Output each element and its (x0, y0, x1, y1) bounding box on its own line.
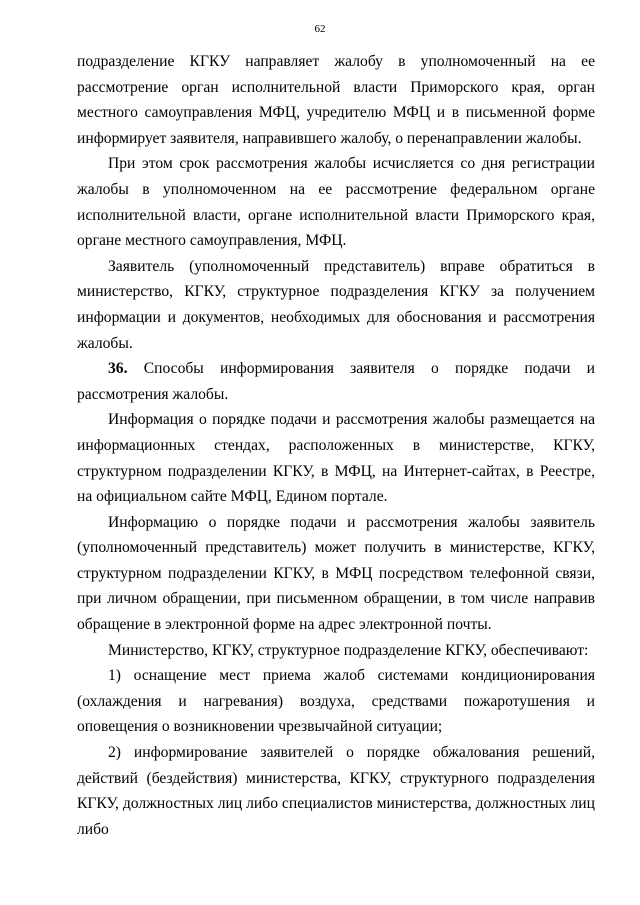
section-heading-36 (77, 356, 595, 407)
paragraph-ministry-provides (77, 638, 595, 664)
section-number: 36. (108, 360, 128, 378)
list-item-2 (77, 740, 595, 842)
paragraph-info-channels (77, 510, 595, 638)
list-item-1 (77, 663, 595, 740)
document-body (77, 49, 595, 842)
paragraph-text: Информацию о порядке подачи и рассмотрения жалобы заявитель (уполномоченный представитель) может получить в министерстве, КГКУ, структурном подразделении КГКУ, в МФЦ посредством телефонной связи, при личном обращении, при письменном обращении, в том числе направив обращение в электронной форме на адрес электронной почты. (77, 513, 595, 634)
paragraph-complaint-redirect (77, 49, 595, 151)
page-number: 62 (314, 23, 326, 35)
paragraph-info-placement (77, 407, 595, 509)
paragraph-text: Министерство, КГКУ, структурное подразделение КГКУ, обеспечивают: (108, 641, 589, 659)
section-heading-text: Способы информирования заявителя о порядке подачи и рассмотрения жалобы. (77, 360, 595, 403)
paragraph-text: 2) информирование заявителей о порядке обжалования решений, действий (бездействия) министерства, КГКУ, структурного подразделения КГКУ, должностных лиц либо специалистов министерства, должностных лиц либо (77, 744, 595, 838)
paragraph-text: подразделение КГКУ направляет жалобу в уполномоченный на ее рассмотрение орган исполнительной власти Приморского края, орган местного самоуправления МФЦ, учредителю МФЦ и в письменной форме информирует заявителя, направившего жалобу, о перенаправлении жалобы. (77, 53, 595, 147)
paragraph-text: Заявитель (уполномоченный представитель) вправе обратиться в министерство, КГКУ, структурное подразделения КГКУ за получением информации и документов, необходимых для обоснования и рассмотрения жалобы. (77, 257, 595, 352)
paragraph-review-period (77, 151, 595, 253)
paragraph-applicant-rights (77, 254, 595, 356)
paragraph-text: Информация о порядке подачи и рассмотрения жалобы размещается на информационных стендах, расположенных в министерстве, КГКУ, структурном подразделении КГКУ, в МФЦ, на Интернет-сайтах, в Реестре, на официальном сайте МФЦ, Едином портале. (77, 411, 595, 506)
paragraph-text: При этом срок рассмотрения жалобы исчисляется со дня регистрации жалобы в уполномоченном на ее рассмотрение федеральном органе исполнительной власти, органе исполнительной власти Приморского края, органе местного самоуправления, МФЦ. (77, 155, 595, 250)
paragraph-text: 1) оснащение мест приема жалоб системами кондиционирования (охлаждения и нагревания) воздуха, средствами пожаротушения и оповещения о возникновении чрезвычайной ситуации; (77, 667, 595, 736)
